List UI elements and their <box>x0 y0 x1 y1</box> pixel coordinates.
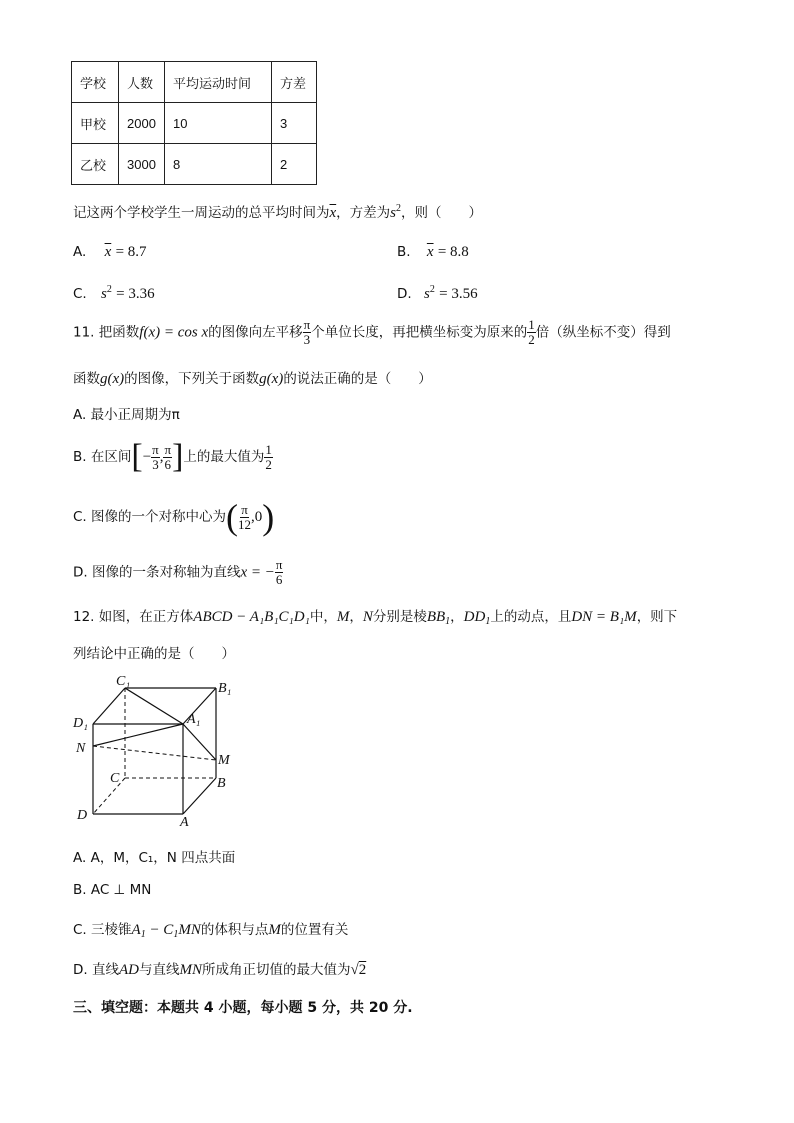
q12-text: 如图，在正方体 <box>98 609 194 625</box>
q11-text: 倍（纵坐标不变）得到 <box>535 324 671 341</box>
q12-stem-line2: 列结论中正确的是（ ） <box>73 646 235 662</box>
q12-option-b[interactable]: B. AC ⊥ MN <box>73 882 152 898</box>
q11-text: 的说法正确的是（ ） <box>283 371 432 387</box>
option-text: D. 图像的一条对称轴为直线 <box>73 564 241 581</box>
cube-figure <box>70 672 240 832</box>
option-value: = 3.36 <box>116 286 155 302</box>
mean-symbol: $\overline{x}$ <box>426 244 434 260</box>
segment-n-m <box>93 746 216 760</box>
option-text: 所成角正切值的最大值为 <box>201 962 351 978</box>
q10-option-b[interactable] <box>397 244 469 261</box>
option-label: A. <box>73 244 87 260</box>
label-n: N <box>76 741 86 756</box>
q10-option-d[interactable] <box>397 284 478 303</box>
q10-stem-text: ，则（ ） <box>401 205 483 221</box>
fraction-pi-3: $\frac{\pi}{3}$ <box>152 441 159 472</box>
q11-text: 把函数 <box>98 324 140 341</box>
option-label: D. <box>397 286 412 302</box>
q12-option-a[interactable]: A. A，M，C₁，N 四点共面 <box>73 850 236 866</box>
data-table <box>71 61 317 185</box>
q11-text: 函数 <box>73 371 100 387</box>
variance-symbol: $s^2$ <box>423 284 435 302</box>
option-value: = 8.8 <box>437 244 469 260</box>
q11-text: 个单位长度，再把横坐标变为原来的 <box>311 324 528 341</box>
mean-symbol: $\overline{x}$ <box>104 244 112 260</box>
option-value: = 8.7 <box>115 244 147 260</box>
segment-c1-a1 <box>125 688 183 724</box>
edge <box>183 778 216 814</box>
segment-a1-m <box>183 724 216 760</box>
q12-text: ，则下 <box>636 609 678 625</box>
option-text: 的位置有关 <box>280 922 349 938</box>
function-g: g(x) <box>100 371 125 387</box>
segment-n-a1 <box>93 724 183 746</box>
question-number: 12. <box>73 609 95 625</box>
option-text: 的体积与点 <box>200 922 269 938</box>
q11-option-a[interactable]: A. 最小正周期为π <box>73 407 180 423</box>
q10-option-c[interactable] <box>73 284 155 303</box>
question-number: 11. <box>73 324 95 341</box>
table-header-cell: 平均运动时间 <box>165 62 272 103</box>
cube-name: ABCD − A₁B₁C₁D₁ <box>193 609 310 625</box>
fraction-1-2: $\frac{1}{2}$ <box>528 317 535 347</box>
line-ad: AD <box>118 962 139 978</box>
q11-option-b[interactable] <box>73 440 273 474</box>
table-cell: 8 <box>165 144 272 185</box>
label-a: A <box>180 815 189 830</box>
label-b1: B₁ <box>218 681 232 696</box>
q12-text: 分别是棱 <box>372 609 427 625</box>
label-d1: D₁ <box>73 716 88 731</box>
line-mn: MN <box>179 962 202 978</box>
mean-symbol: $\overline{x}$ <box>329 205 337 221</box>
label-c: C <box>110 771 120 786</box>
point-m: M <box>336 609 350 625</box>
fraction-pi-6: $\frac{\pi}{6}$ <box>275 557 283 587</box>
q10-option-a[interactable] <box>73 244 147 261</box>
table-header-row <box>72 62 317 103</box>
q11-text: 的图像，下列关于函数 <box>124 371 260 387</box>
q12-text: 中， <box>309 609 337 625</box>
option-text: C. 三棱锥 <box>73 922 132 938</box>
bracket-left: [ <box>131 438 143 475</box>
option-label: B. <box>397 244 411 260</box>
table-cell: 乙校 <box>72 144 119 185</box>
section-header: 三、填空题：本题共 4 小题，每小题 5 分，共 20 分. <box>73 1000 413 1016</box>
option-text: C. 图像的一个对称中心为 <box>73 509 227 525</box>
tetrahedron-name: $A_1 - C_1MN$ <box>131 922 201 940</box>
q12-option-d[interactable] <box>73 958 366 979</box>
bracket-right: ] <box>172 438 184 475</box>
fraction-pi-6: $\frac{\pi}{6}$ <box>164 441 172 472</box>
q12-text: 上的动点，且 <box>490 609 572 625</box>
edge <box>93 688 125 724</box>
q10-stem-text: ，方差为 <box>336 205 391 221</box>
fraction-1-2: $\frac{1}{2}$ <box>265 441 272 472</box>
q10-stem <box>73 201 482 222</box>
option-value: = 3.56 <box>439 286 478 302</box>
label-m: M <box>218 753 230 768</box>
point-m: M <box>268 922 281 938</box>
q11-stem <box>73 318 671 347</box>
hidden-edge <box>93 778 125 814</box>
fraction-pi-3: $\frac{\pi}{3}$ <box>303 317 311 347</box>
axis-equation: x = − <box>240 564 275 581</box>
q11-option-c[interactable] <box>73 497 275 537</box>
sqrt-2: √2 <box>350 962 367 978</box>
interval-minus: − <box>142 449 152 465</box>
table-cell: 2 <box>272 144 317 185</box>
point-n: N <box>362 609 373 625</box>
table-header-cell: 人数 <box>119 62 165 103</box>
option-text: 上的最大值为 <box>183 449 265 465</box>
q11-stem-line2 <box>73 367 432 388</box>
equation: DN = B₁M <box>571 609 637 625</box>
function-g: g(x) <box>259 371 284 387</box>
table-row <box>72 103 317 144</box>
fraction-pi-12: $\frac{\pi}{12}$ <box>238 501 252 532</box>
paren-left: ( <box>226 497 239 537</box>
table-cell: 3 <box>272 103 317 144</box>
q10-stem-text: 记这两个学校学生一周运动的总平均时间为 <box>73 205 330 221</box>
edge-dd1: $DD_1$ <box>463 609 491 627</box>
table-header-cell: 方差 <box>272 62 317 103</box>
q12-stem: 12. 如图，在正方体ABCD − A₁B₁C₁D₁中，M，N分别是棱$BB_1$，$DD_1$上的动点，且DN = B₁M，则下 <box>73 609 678 627</box>
variance-symbol: $s^2$ <box>101 284 112 302</box>
label-d: D <box>77 808 88 823</box>
label-a1: A₁ <box>187 712 201 727</box>
q12-option-c[interactable] <box>73 918 348 940</box>
option-text: D. 直线 <box>73 962 119 978</box>
coord-zero: ,0 <box>251 509 263 525</box>
edge-bb1: $BB_1$ <box>426 609 451 627</box>
variance-symbol: $s^2$ <box>390 203 402 221</box>
label-b: B <box>217 776 226 791</box>
table-cell: 10 <box>165 103 272 144</box>
table-header-cell: 学校 <box>72 62 119 103</box>
label-c1: C₁ <box>116 674 131 689</box>
option-text: B. 在区间 <box>73 449 132 465</box>
function-f: f(x) = cos x <box>139 324 209 341</box>
table-cell: 2000 <box>119 103 165 144</box>
table-cell: 3000 <box>119 144 165 185</box>
paren-right: ) <box>262 497 275 537</box>
q11-text: 的图像向左平移 <box>208 324 303 341</box>
option-label: C. <box>73 286 87 302</box>
table-cell: 甲校 <box>72 103 119 144</box>
q11-option-d[interactable] <box>73 558 283 587</box>
option-text: 与直线 <box>138 962 180 978</box>
comma: , <box>159 449 164 465</box>
table-row <box>72 144 317 185</box>
